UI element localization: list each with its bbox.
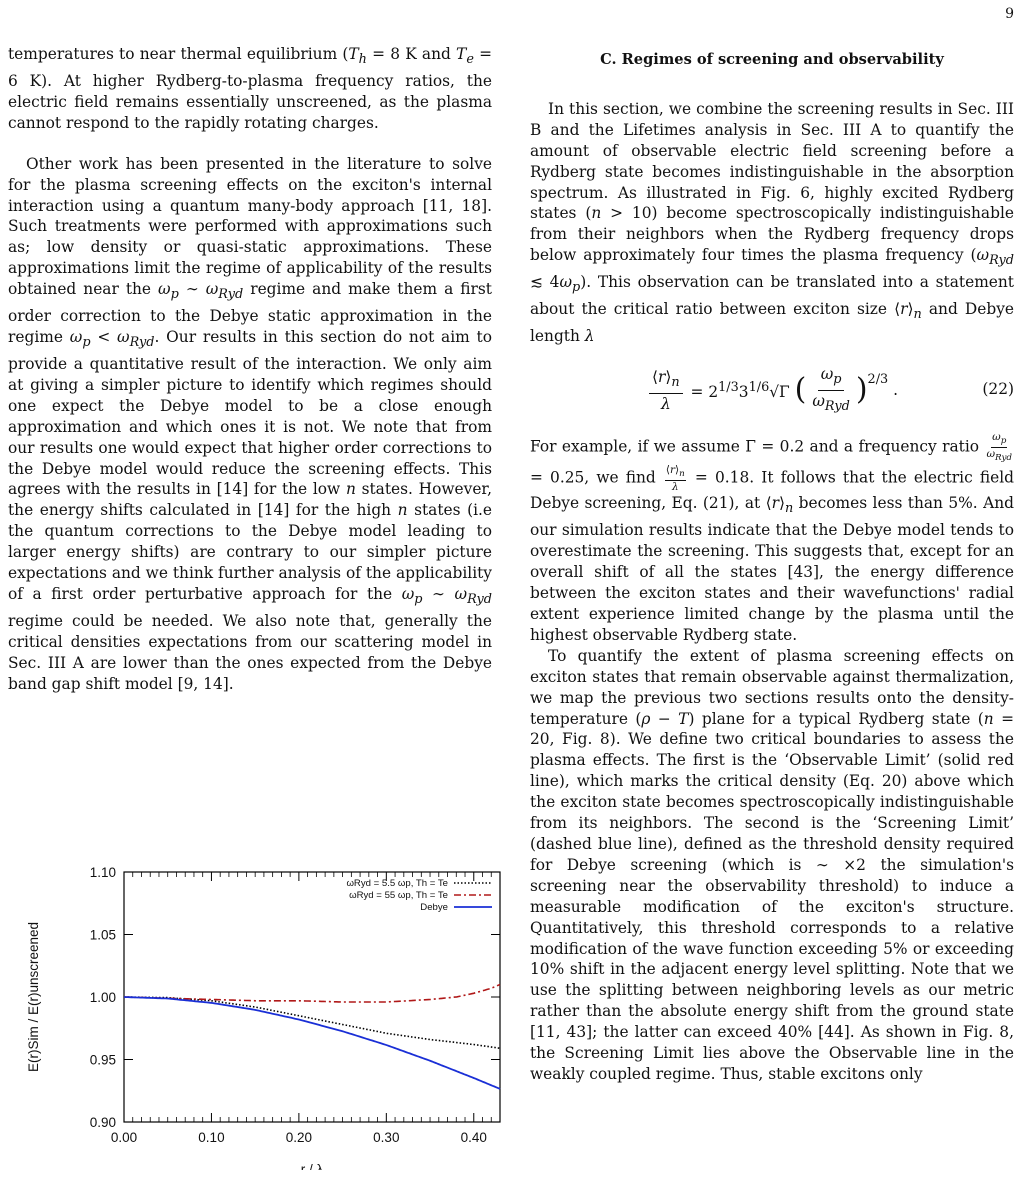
right-paragraph-2: For example, if we assume Γ = 0.2 and a frequency ratio $\omega_p$ $\omega_{Ryd}$ = 0.25, we find $\frac{⟨r⟩_n}{\lambda}$ = 0.18. It follows that the electric field Debye screening, Eq. (21), at $⟨r⟩_n$ becomes less than 5%. And our simulation results indicate that the Debye model tends to overestimate the screening. This suggests that, except for an overall shift of all the states [43], the energy difference between the exciton states and their wavefunctions' radial extent experience limited change by the plasma until the highest observable Rydberg state.: [530, 431, 1014, 644]
x-tick-label: 0.40: [460, 1130, 487, 1145]
x-axis-label: r / λ: [300, 1162, 324, 1170]
left-paragraph-2: Other work has been presented in the literature to solve for the plasma screening effects on the exciton's internal interaction using a quantum many-body approach [11, 18]. Such treatments were performed with approximations such as; low density or quasi-static approximations. These approximations limit the regime of applicability of the results obtained near the $\omega_p$ ∼ $\omega_{Ryd}$ regime and make them a first order correction to the Debye static approximation in the regime $\omega_p < \omega_{Ryd}$. Our results in this section do not aim to provide a quantitative result of the interaction. We only aim at giving a simpler picture to identify which regimes should one expect the Debye model to be a close enough approximation and which ones it is not. We note that from our results one would expect that higher order corrections to the Debye model would reduce the screening effects. This agrees with the results in [14] for the low n states. However, the energy shifts calculated in [14] for the high n states (i.e the quantum corrections to the Debye model leading to larger energy shifts) are contrary to our simpler picture expectations and we think further analysis of the applicability of a first order perturbative approach for the $\omega_p$ ∼ $\omega_{Ryd}$ regime could be needed. We also note that, generally the critical densities expectations from our scattering model in Sec. III A are lower than the ones expected from the Debye band gap shift model [9, 14].: [8, 154, 492, 693]
y-tick-label: 0.90: [89, 1115, 116, 1130]
right-paragraph-1: In this section, we combine the screening results in Sec. III B and the Lifetimes analysis in Sec. III A to quantify the amount of observable electric field screening before a Rydberg state becomes indistinguishable in the absorption spectrum. As illustrated in Fig. 6, highly excited Rydberg states (n > 10) become spectroscopically indistinguishable from their neighbors when the Rydberg frequency drops below approximately four times the plasma frequency ($\omega_{Ryd}$ ≲ $4\omega_p$). This observation can be translated into a statement about the critical ratio between exciton size $⟨r⟩_n$ and Debye length λ: [530, 99, 1015, 346]
section-heading: C. Regimes of screening and observability: [600, 51, 944, 68]
equation-number: (22): [982, 380, 1014, 399]
legend-label-2: ωRyd = 55 ωp, Th = Te: [349, 890, 448, 901]
energy-ratio-figure: [0, 850, 520, 1170]
energy-ratio-chart: [0, 850, 520, 1170]
legend-label-1: ωRyd = 5.5 ωp, Th = Te: [346, 878, 448, 889]
page-number: 9: [1005, 6, 1014, 22]
y-tick-label: 1.10: [89, 865, 116, 880]
legend-label-3: Debye: [420, 902, 448, 913]
x-tick-label: 0.30: [373, 1130, 400, 1145]
y-tick-label: 1.05: [89, 927, 116, 943]
series-line-3: [124, 997, 500, 1089]
left-column: [8, 44, 492, 695]
x-tick-label: 0.00: [110, 1130, 138, 1145]
x-tick-label: 0.10: [198, 1130, 225, 1145]
y-axis-label: E(r)Sim / E(r)unscreened: [26, 921, 41, 1073]
left-paragraph-1: temperatures to near thermal equilibrium ($T_h = 8$ K and $T_e = 6$ K). At higher Rydberg-to-plasma frequency ratios, the electric field remains essentially unscreened, as the plasma cannot respond to the rapidly rotating charges.: [8, 45, 493, 132]
x-tick-label: 0.20: [285, 1130, 313, 1145]
y-tick-label: 1.00: [89, 990, 116, 1005]
right-paragraph-3: To quantify the extent of plasma screening effects on exciton states that remain observable against thermalization, we map the previous two sections results onto the density-temperature (ρ − T) plane for a typical Rydberg state (n = 20, Fig. 8). We define two critical boundaries to assess the plasma effects. The first is the ‘Observable Limit’ (solid red line), which marks the critical density (Eq. 20) above which the exciton state becomes spectroscopically indistinguishable from its neighbors. The second is the ‘Screening Limit’ (dashed blue line), defined as the threshold density required for Debye screening (which is ∼ ×2 the simulation's screening near the observability threshold) to induce a measurable modification of the exciton's structure. Quantitatively, this threshold corresponds to a relative modification of the wave function exceeding 5% or exceeding 10% shift in the adjacent energy level splitting. Note that we use the splitting between neighboring levels as our metric rather than the absolute energy shift from the ground state [11, 43]; the latter can exceed 40% [44]. As shown in Fig. 8, the Screening Limit lies above the Observable line in the weakly coupled regime. Thus, stable excitons only: [530, 646, 1014, 1083]
equation-22: $\frac{⟨r⟩_n}{\lambda}$ = $2^{1/3}3^{1/6}√\Gamma$ ( $\frac{\omega_p}{\omega_{Ryd}}$ ) $^{2/3}$ . (22): [530, 367, 1014, 413]
right-column: [530, 44, 1014, 1085]
y-tick-label: 0.95: [89, 1052, 116, 1068]
